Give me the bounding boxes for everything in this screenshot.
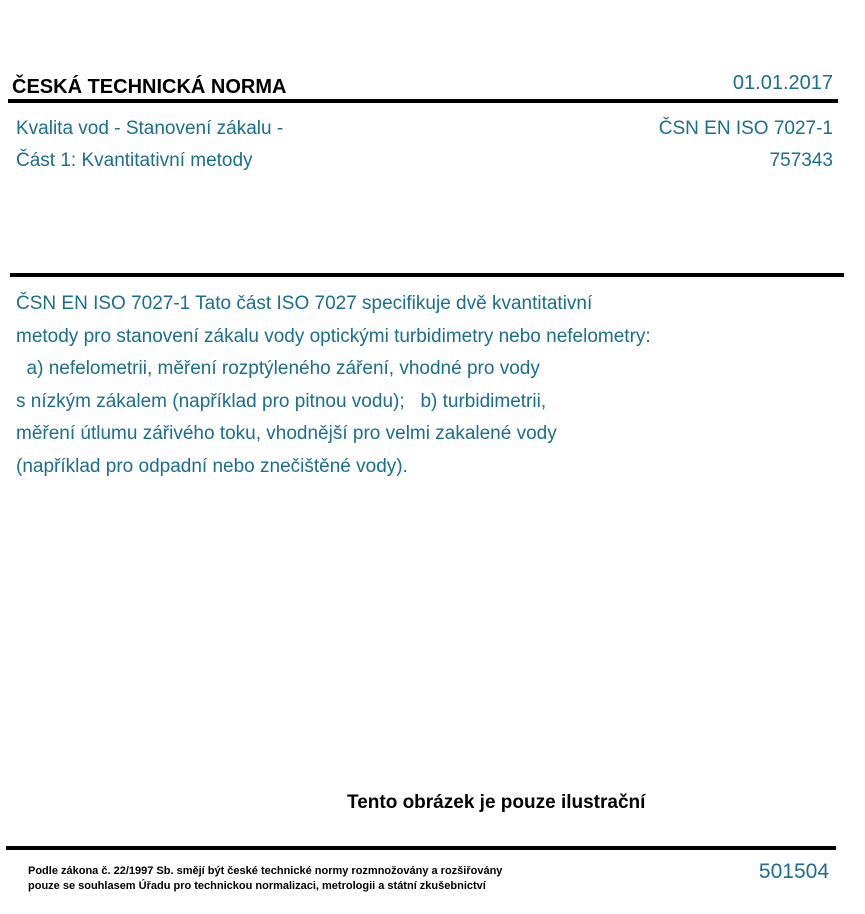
issue-date: 01.01.2017 <box>732 72 833 94</box>
abstract-line: ČSN EN ISO 7027-1 Tato část ISO 7027 specifikuje dvě kvantitativní <box>16 293 593 314</box>
abstract-line: s nízkým zákalem (například pro pitnou vodu); b) turbidimetrii, <box>16 390 547 412</box>
header-divider <box>8 99 838 103</box>
document-title-line1: Kvalita vod - Stanovení zákalu - <box>16 118 284 139</box>
document-code: 501504 <box>758 860 829 883</box>
abstract-line: měření útlumu zářivého toku, vhodnější pro velmi zakalené vody <box>16 423 557 444</box>
abstract-line: metody pro stanovení zákalu vody optickými turbidimetry nebo nefelometry: <box>16 325 651 347</box>
standard-number: ČSN EN ISO 7027-1 <box>658 118 833 139</box>
document-title-line2: Část 1: Kvantitativní metody <box>16 150 253 171</box>
abstract-line: (například pro odpadní nebo znečištěné vody). <box>16 455 408 477</box>
footer-divider <box>6 846 836 850</box>
section-divider <box>10 273 844 277</box>
class-number: 757343 <box>769 150 833 171</box>
abstract-line: a) nefelometrii, měření rozptýleného záření, vhodné pro vody <box>16 358 540 379</box>
legal-notice-line2: pouze se souhlasem Úřadu pro technickou normalizaci, metrologii a státní zkušebnictví <box>28 880 486 892</box>
illustration-note: Tento obrázek je pouze ilustrační <box>347 792 646 813</box>
legal-notice-line1: Podle zákona č. 22/1997 Sb. smějí být české technické normy rozmnožovány a rozšiřovány <box>28 865 503 877</box>
abstract-text <box>16 288 816 483</box>
norm-heading: ČESKÁ TECHNICKÁ NORMA <box>12 76 287 98</box>
legal-notice <box>28 864 502 894</box>
